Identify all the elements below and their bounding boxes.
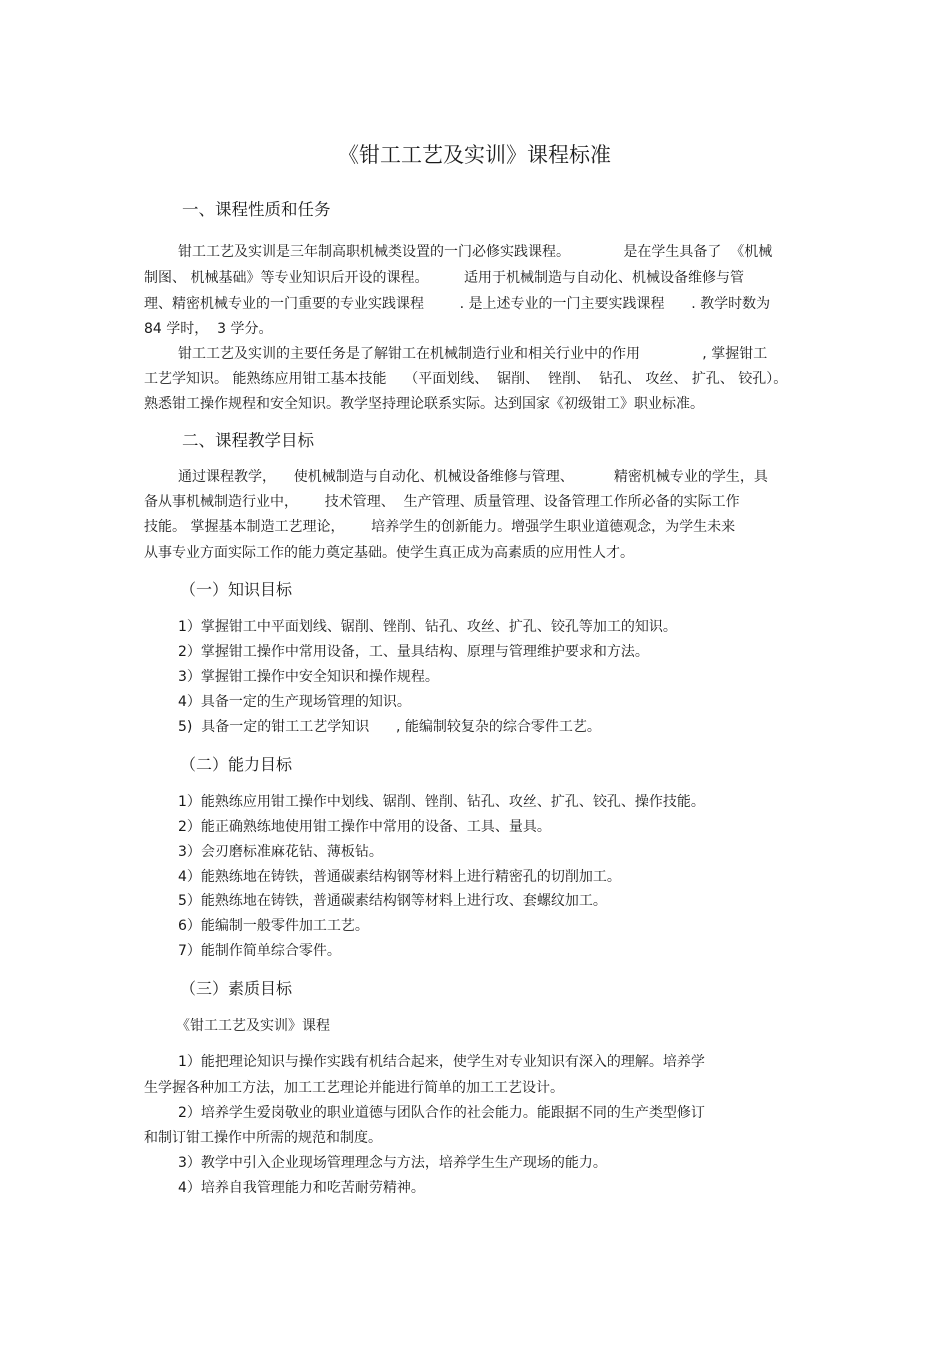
subheading-quality: （三）素质目标 [180,979,293,998]
course-reference: 《钳工工艺及实训》课程 [176,1018,330,1034]
section-heading-nature: 一、课程性质和任务 [182,200,331,219]
paragraph-line: 4）培养自我管理能力和吃苦耐劳精神。 [178,1180,425,1196]
list-item: 1）掌握钳工中平面划线、锯削、锉削、钻孔、攻丝、扩孔、铰孔等加工的知识。 [178,619,677,635]
list-item: 6）能编制一般零件加工工艺。 [178,918,369,934]
list-item: 5）能熟练地在铸铁，普通碳素结构钢等材料上进行攻、套螺纹加工。 [178,893,607,909]
list-item: 1）能熟练应用钳工操作中划线、锯削、锉削、钻孔、攻丝、扩孔、铰孔、操作技能。 [178,794,705,810]
paragraph-line: 从事专业方面实际工作的能力奠定基础。使学生真正成为高素质的应用性人才。 [144,545,634,561]
section-heading-objectives: 二、课程教学目标 [182,431,314,450]
paragraph-line: 和制订钳工操作中所需的规范和制度。 [144,1130,382,1146]
subheading-ability: （二）能力目标 [180,755,293,774]
list-item: 4）具备一定的生产现场管理的知识。 [178,694,411,710]
paragraph-line: 熟悉钳工操作规程和安全知识。教学坚持理论联系实际。达到国家《初级钳工》职业标准。 [144,396,704,412]
list-item: 2）掌握钳工操作中常用设备，工、量具结构、原理与管理维护要求和方法。 [178,644,649,660]
paragraph-line: 钳工工艺及实训的主要任务是了解钳工在机械制造行业和相关行业中的作用 , 掌握钳工 [178,346,768,362]
paragraph-line: 通过课程教学， 使机械制造与自动化、机械设备维修与管理、 精密机械专业的学生，具 [178,469,768,485]
subheading-knowledge: （一）知识目标 [180,580,293,599]
paragraph-line: 生学握各种加工方法，加工工艺理论并能进行简单的加工工艺设计。 [144,1080,564,1096]
list-item: 5) 具备一定的钳工工艺学知识 , 能编制较复杂的综合零件工艺。 [178,719,601,735]
paragraph-line: 备从事机械制造行业中， 技术管理、 生产管理、质量管理、设备管理工作所必备的实际工作 [144,494,740,510]
paragraph-line: 技能。 掌握基本制造工艺理论， 培养学生的创新能力。增强学生职业道德观念，为学生未来 [144,519,736,535]
paragraph-line: 84 学时， 3 学分。 [144,321,273,337]
list-item: 3）会刃磨标准麻花钻、薄板钻。 [178,844,383,860]
paragraph-line: 钳工工艺及实训是三年制高职机械类设置的一门必修实践课程。 是在学生具备了 《机械 [178,244,773,260]
paragraph-line: 2）培养学生爱岗敬业的职业道德与团队合作的社会能力。能跟据不同的生产类型修订 [178,1105,705,1121]
paragraph-line: 3）教学中引入企业现场管理理念与方法，培养学生生产现场的能力。 [178,1155,607,1171]
list-item: 2）能正确熟练地使用钳工操作中常用的设备、工具、量具。 [178,819,551,835]
list-item: 4）能熟练地在铸铁，普通碳素结构钢等材料上进行精密孔的切削加工。 [178,869,621,885]
paragraph-line: 制图、 机械基础》等专业知识后开设的课程。 适用于机械制造与自动化、机械设备维修与管 [144,270,745,286]
list-item: 3）掌握钳工操作中安全知识和操作规程。 [178,669,439,685]
page-title: 《钳工工艺及实训》课程标准 [338,143,611,167]
list-item: 7）能制作简单综合零件。 [178,943,341,959]
paragraph-line: 理、精密机械专业的一门重要的专业实践课程 . 是上述专业的一门主要实践课程 . 教学时数为 [144,296,771,312]
paragraph-line: 工艺学知识。 能熟练应用钳工基本技能 （平面划线、 锯削、 锉削、 钻孔、 攻丝、 扩孔、 铰孔）。 [144,371,788,387]
paragraph-line: 1）能把理论知识与操作实践有机结合起来，使学生对专业知识有深入的理解。培养学 [178,1054,705,1070]
